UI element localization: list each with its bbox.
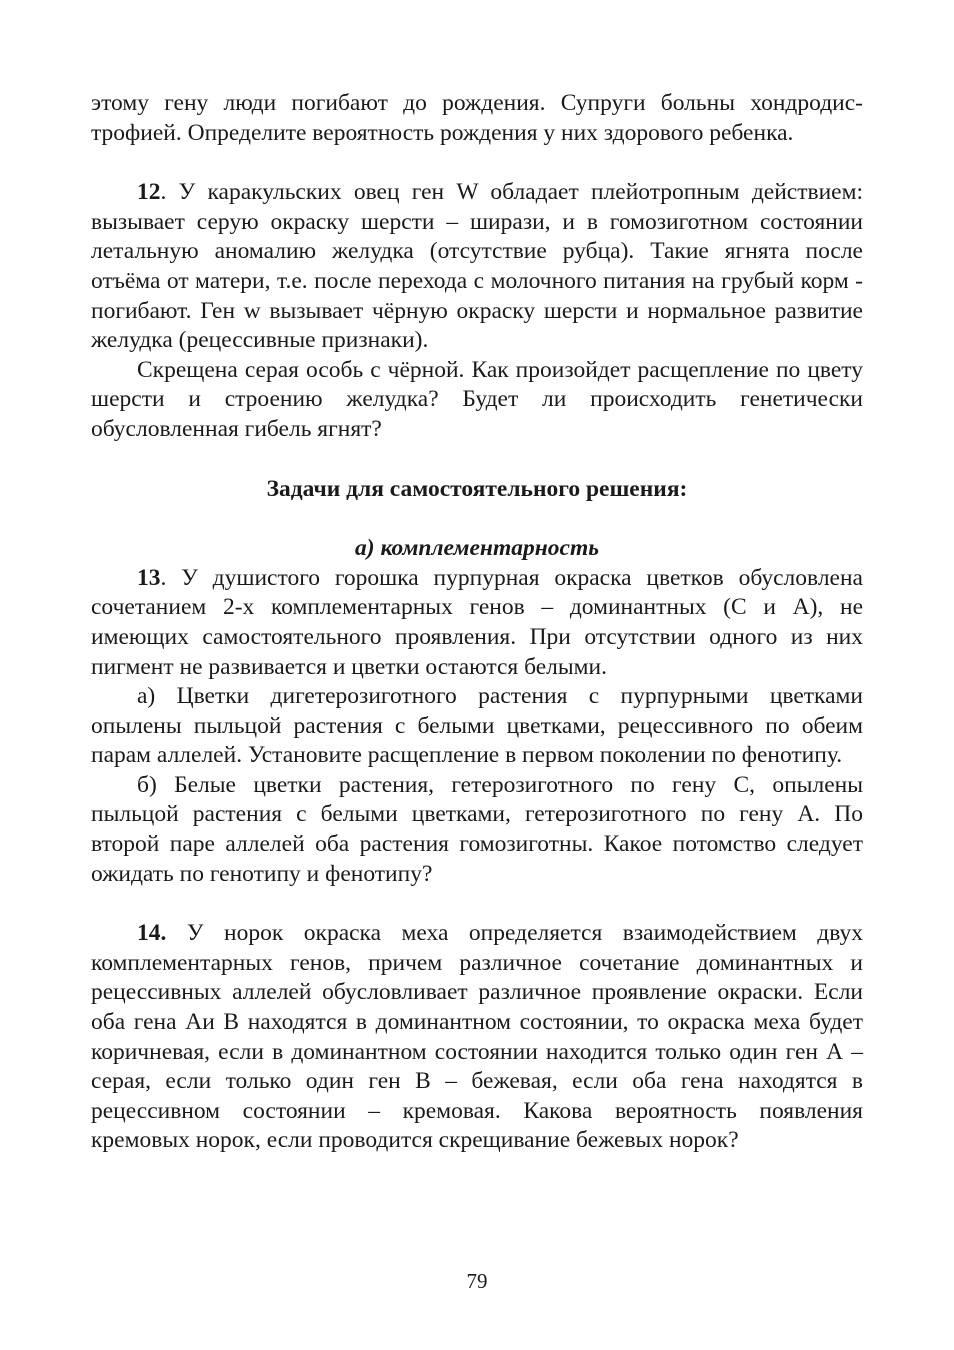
spacer xyxy=(91,504,863,534)
task-14-number: 14. xyxy=(137,920,167,947)
section-heading: Задачи для самостоятельного решения: xyxy=(266,475,688,502)
page-content xyxy=(91,89,863,1156)
spacer xyxy=(91,889,863,919)
task-13 xyxy=(91,564,863,682)
spacer xyxy=(91,148,863,178)
task-12-question: Скрещена серая особь с чёрной. Как произойдет расщепление по цвету шерсти и строению желудка? Будет ли происходить генетически обусловленная гибель ягнят? xyxy=(91,356,863,442)
task-12-text: . У каракульских овец ген W обладает плейотропным действием: вызывает серую окраску шерсти – ширази, и в гомозиготном состоянии летальную аномалию желудка (отсутствие рубца). Такие ягнята после отъёма от матери, т.е. после перехода с молочного питания на грубый корм - погибают. Ген w вызывает чёрную окраску шерсти и нормальное развитие желудка (рецессивные признаки). xyxy=(91,179,863,354)
task-14 xyxy=(91,919,863,1156)
page-number: 79 xyxy=(466,1269,488,1293)
subsection-heading: а) комплементарность xyxy=(355,535,599,562)
task-14-text: У норок окраска меха определяется взаимодействием двух комплементарных генов, причем различное сочетание доминантных и рецессивных аллелей обусловливает различное проявление окраски. Если оба гена Аи В находятся в доминантном состоянии, то окраска меха будет коричневая, если в доминантном состоянии находится только один ген А – серая, если только один ген В – бежевая, если оба гена находятся в рецессивном состоянии – кремовая. Какова вероятность появления кремовых норок, если проводится скрещивание бежевых норок? xyxy=(91,920,863,1154)
task-13-part-b: б) Белые цветки растения, гетерозиготного по гену С, опылены пыльцой растения с белыми цветками, гетерозиготного по гену А. По второй паре аллелей оба растения гомозиготны. Какое потомство следует ожидать по генотипу и фенотипу? xyxy=(91,771,863,887)
task-13-number: 13 xyxy=(137,564,161,591)
task-12 xyxy=(91,178,863,356)
task-13-part-a: а) Цветки дигетерозиготного растения с пурпурными цветками опылены пыльцой растения с белыми цветками, рецессивного по обеим парам аллелей. Установите расщепление в первом поколении по фенотипу. xyxy=(91,683,863,769)
top-paragraph: этому гену люди погибают до рождения. Супруги больны хондродистрофией. Определите вероятность рождения у них здорового ребенка. xyxy=(91,90,863,146)
task-13-text: . У душистого горошка пурпурная окраска цветков обусловлена сочетанием 2-х комплементарных генов – доминантных (С и А), не имеющих самостоятельного проявления. При отсутствии одного из них пигмент не развивается и цветки остаются белыми. xyxy=(91,564,863,680)
spacer xyxy=(91,445,863,475)
task-12-number: 12 xyxy=(137,179,161,206)
